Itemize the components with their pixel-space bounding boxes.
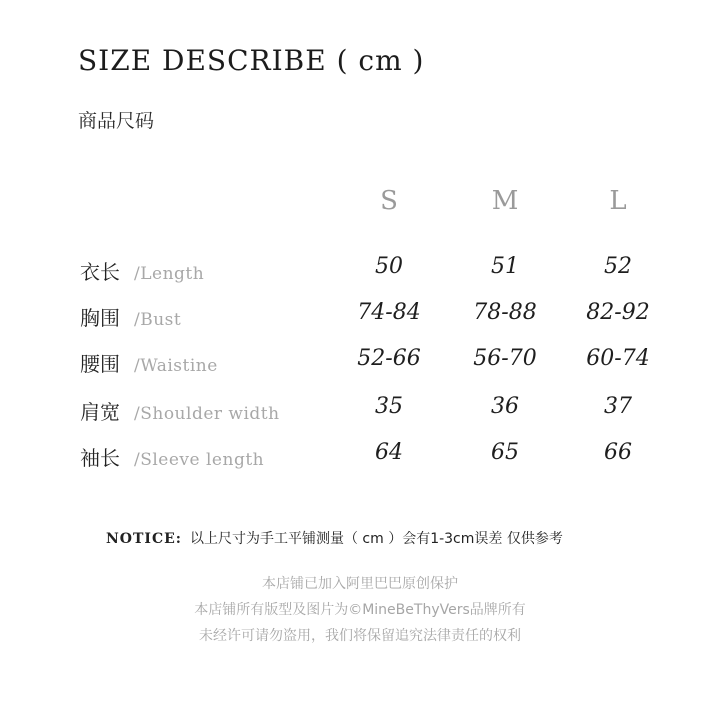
- size-header-l: L: [609, 186, 627, 216]
- page-subtitle: 商品尺码: [78, 110, 155, 132]
- row-label: [80, 442, 264, 471]
- row-label-cn: 腰围: [80, 352, 120, 376]
- value-l: 66: [604, 440, 632, 465]
- value-s: 52-66: [357, 346, 421, 371]
- row-label: [80, 396, 280, 425]
- value-m: 51: [491, 254, 519, 279]
- footer-line-legal: 未经许可请勿盗用，我们将保留追究法律责任的权利: [199, 628, 521, 644]
- row-label-cn: 胸围: [80, 306, 120, 330]
- size-row-bust: [0, 302, 720, 332]
- footer-line-copyright: 本店铺所有版型及图片为©MineBeThyVers品牌所有: [194, 602, 526, 618]
- row-label-en: /Shoulder width: [134, 404, 280, 424]
- notice-label: NOTICE:: [106, 531, 182, 547]
- size-header-s: S: [380, 186, 398, 216]
- row-label-en: /Waistine: [134, 356, 218, 376]
- value-m: 36: [491, 394, 519, 419]
- row-label-en: /Bust: [134, 310, 182, 330]
- row-label-en: /Length: [134, 264, 205, 284]
- measurement-notice: [106, 528, 563, 548]
- value-l: 60-74: [586, 346, 650, 371]
- size-row-sleeve: [0, 442, 720, 472]
- size-row-waist: [0, 348, 720, 378]
- row-label: [80, 348, 218, 377]
- row-label-cn: 衣长: [80, 260, 120, 284]
- value-l: 37: [604, 394, 632, 419]
- size-header-m: M: [491, 186, 519, 216]
- value-m: 78-88: [473, 300, 537, 325]
- value-s: 35: [375, 394, 403, 419]
- row-label: [80, 256, 204, 285]
- page-title: SIZE DESCRIBE ( cm ): [78, 44, 425, 77]
- size-row-shoulder: [0, 396, 720, 426]
- size-row-length: [0, 256, 720, 286]
- value-m: 56-70: [473, 346, 537, 371]
- value-l: 52: [604, 254, 632, 279]
- row-label-cn: 袖长: [80, 446, 120, 470]
- row-label-cn: 肩宽: [80, 400, 120, 424]
- footer-line-original-protection: 本店铺已加入阿里巴巴原创保护: [262, 576, 458, 592]
- notice-text: 以上尺寸为手工平铺测量（ cm ）会有1-3cm误差 仅供参考: [189, 531, 563, 547]
- value-m: 65: [491, 440, 519, 465]
- value-s: 74-84: [357, 300, 421, 325]
- value-l: 82-92: [586, 300, 650, 325]
- value-s: 50: [375, 254, 403, 279]
- row-label: [80, 302, 181, 331]
- row-label-en: /Sleeve length: [134, 450, 265, 470]
- value-s: 64: [375, 440, 403, 465]
